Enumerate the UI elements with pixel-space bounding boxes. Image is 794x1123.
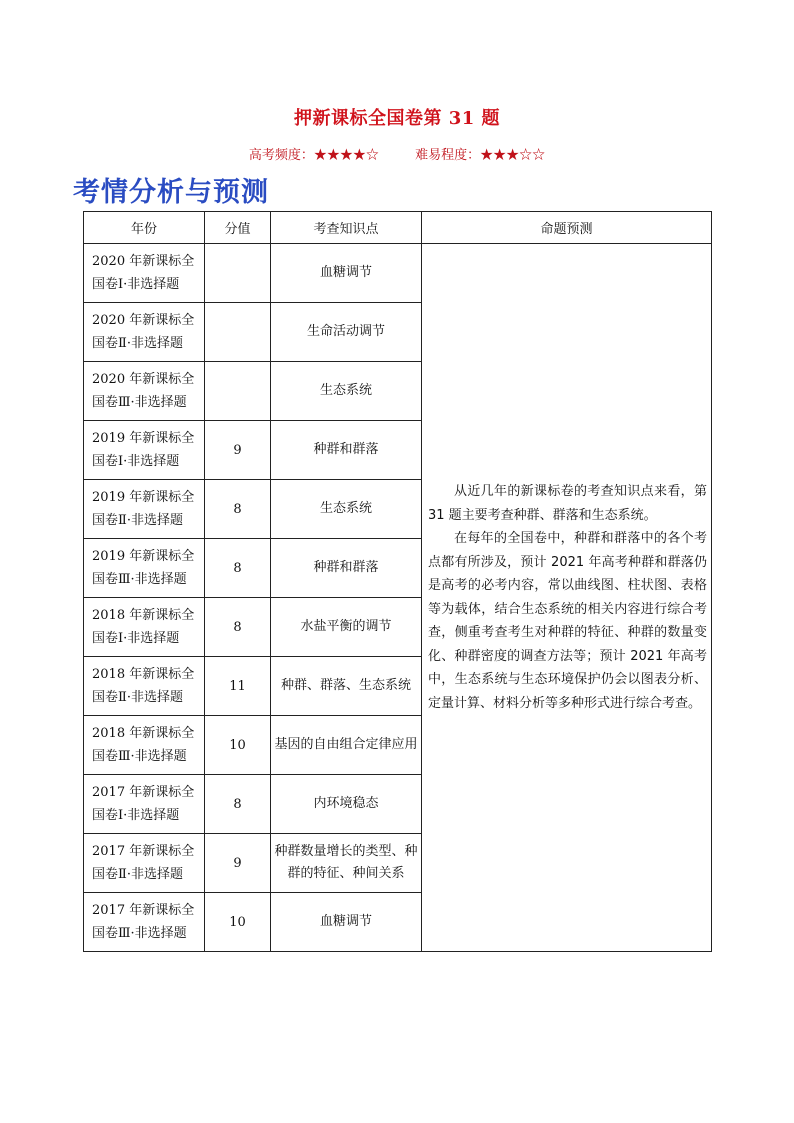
year-line-1: 2020 年新课标全 <box>92 254 195 269</box>
knowledge-point-cell: 水盐平衡的调节 <box>271 598 422 657</box>
header-point: 考查知识点 <box>271 212 422 244</box>
year-line-2: 国卷Ⅰ·非选择题 <box>92 277 180 292</box>
year-line-2: 国卷Ⅲ·非选择题 <box>92 749 187 764</box>
knowledge-point-cell: 血糖调节 <box>271 893 422 952</box>
year-line-2: 国卷Ⅰ·非选择题 <box>92 631 180 646</box>
knowledge-point-cell: 生态系统 <box>271 480 422 539</box>
knowledge-point-cell: 种群、群落、生态系统 <box>271 657 422 716</box>
year-line-1: 2018 年新课标全 <box>92 608 195 623</box>
knowledge-point-cell: 内环境稳态 <box>271 775 422 834</box>
year-line-2: 国卷Ⅲ·非选择题 <box>92 926 187 941</box>
score-cell: 8 <box>205 598 271 657</box>
year-line-2: 国卷Ⅱ·非选择题 <box>92 867 183 882</box>
year-line-1: 2017 年新课标全 <box>92 785 195 800</box>
header-score: 分值 <box>205 212 271 244</box>
year-cell <box>84 539 205 598</box>
score-cell <box>205 362 271 421</box>
year-cell <box>84 893 205 952</box>
year-line-2: 国卷Ⅱ·非选择题 <box>92 690 183 705</box>
score-cell: 8 <box>205 775 271 834</box>
frequency-label: 高考频度： <box>248 148 314 163</box>
year-line-2: 国卷Ⅲ·非选择题 <box>92 395 187 410</box>
difficulty-rating <box>415 144 545 163</box>
year-cell <box>84 244 205 303</box>
page-title: 押新课标全国卷第 31 题 <box>293 108 501 129</box>
knowledge-point-cell: 种群数量增长的类型、种群的特征、种间关系 <box>271 834 422 893</box>
year-line-1: 2020 年新课标全 <box>92 313 195 328</box>
score-cell: 8 <box>205 539 271 598</box>
header-prediction: 命题预测 <box>422 212 712 244</box>
year-line-2: 国卷Ⅰ·非选择题 <box>92 808 180 823</box>
year-cell <box>84 775 205 834</box>
prediction-paragraph-2: 在每年的全国卷中，种群和群落中的各个考点都有所涉及，预计 2021 年高考种群和群落仍是高考的必考内容，常以曲线图、柱状图、表格等为载体，结合生态系统的相关内容进行综合考查，侧重考查考生对种群的特征、种群的数量变化、种群密度的调查方法等；预计 2021 年高考中，生态系统与生态环境保护仍会以图表分析、定量计算、材料分析等多种形式进行综合考查。 <box>428 531 707 711</box>
score-cell <box>205 303 271 362</box>
score-cell: 10 <box>205 716 271 775</box>
score-cell <box>205 244 271 303</box>
prediction-cell <box>422 244 712 952</box>
year-line-1: 2018 年新课标全 <box>92 726 195 741</box>
section-title: 考情分析与预测 <box>73 177 269 208</box>
score-cell: 8 <box>205 480 271 539</box>
exam-meta <box>0 144 794 163</box>
knowledge-point-cell: 种群和群落 <box>271 539 422 598</box>
frequency-rating <box>249 144 379 163</box>
frequency-stars: ★★★★☆ <box>313 148 379 163</box>
score-cell: 9 <box>205 421 271 480</box>
year-line-2: 国卷Ⅱ·非选择题 <box>92 336 183 351</box>
score-cell: 11 <box>205 657 271 716</box>
score-cell: 9 <box>205 834 271 893</box>
score-cell: 10 <box>205 893 271 952</box>
year-line-1: 2018 年新课标全 <box>92 667 195 682</box>
knowledge-point-cell: 血糖调节 <box>271 244 422 303</box>
difficulty-stars: ★★★☆☆ <box>480 148 546 163</box>
year-cell <box>84 362 205 421</box>
year-line-2: 国卷Ⅱ·非选择题 <box>92 513 183 528</box>
knowledge-point-cell: 种群和群落 <box>271 421 422 480</box>
year-cell <box>84 421 205 480</box>
prediction-paragraph-1: 从近几年的新课标卷的考查知识点来看，第 31 题主要考查种群、群落和生态系统。 <box>428 484 707 523</box>
year-cell <box>84 834 205 893</box>
analysis-table <box>83 211 712 952</box>
year-line-1: 2017 年新课标全 <box>92 903 195 918</box>
year-line-1: 2019 年新课标全 <box>92 549 195 564</box>
year-line-1: 2019 年新课标全 <box>92 431 195 446</box>
year-line-2: 国卷Ⅲ·非选择题 <box>92 572 187 587</box>
knowledge-point-cell: 基因的自由组合定律应用 <box>271 716 422 775</box>
year-cell <box>84 716 205 775</box>
year-cell <box>84 303 205 362</box>
header-year: 年份 <box>84 212 205 244</box>
year-line-1: 2020 年新课标全 <box>92 372 195 387</box>
difficulty-label: 难易程度： <box>415 148 481 163</box>
year-line-1: 2019 年新课标全 <box>92 490 195 505</box>
table-row <box>84 244 712 303</box>
year-line-2: 国卷Ⅰ·非选择题 <box>92 454 180 469</box>
year-cell <box>84 480 205 539</box>
knowledge-point-cell: 生命活动调节 <box>271 303 422 362</box>
knowledge-point-cell: 生态系统 <box>271 362 422 421</box>
year-line-1: 2017 年新课标全 <box>92 844 195 859</box>
year-cell <box>84 598 205 657</box>
table-header-row <box>84 212 712 244</box>
year-cell <box>84 657 205 716</box>
